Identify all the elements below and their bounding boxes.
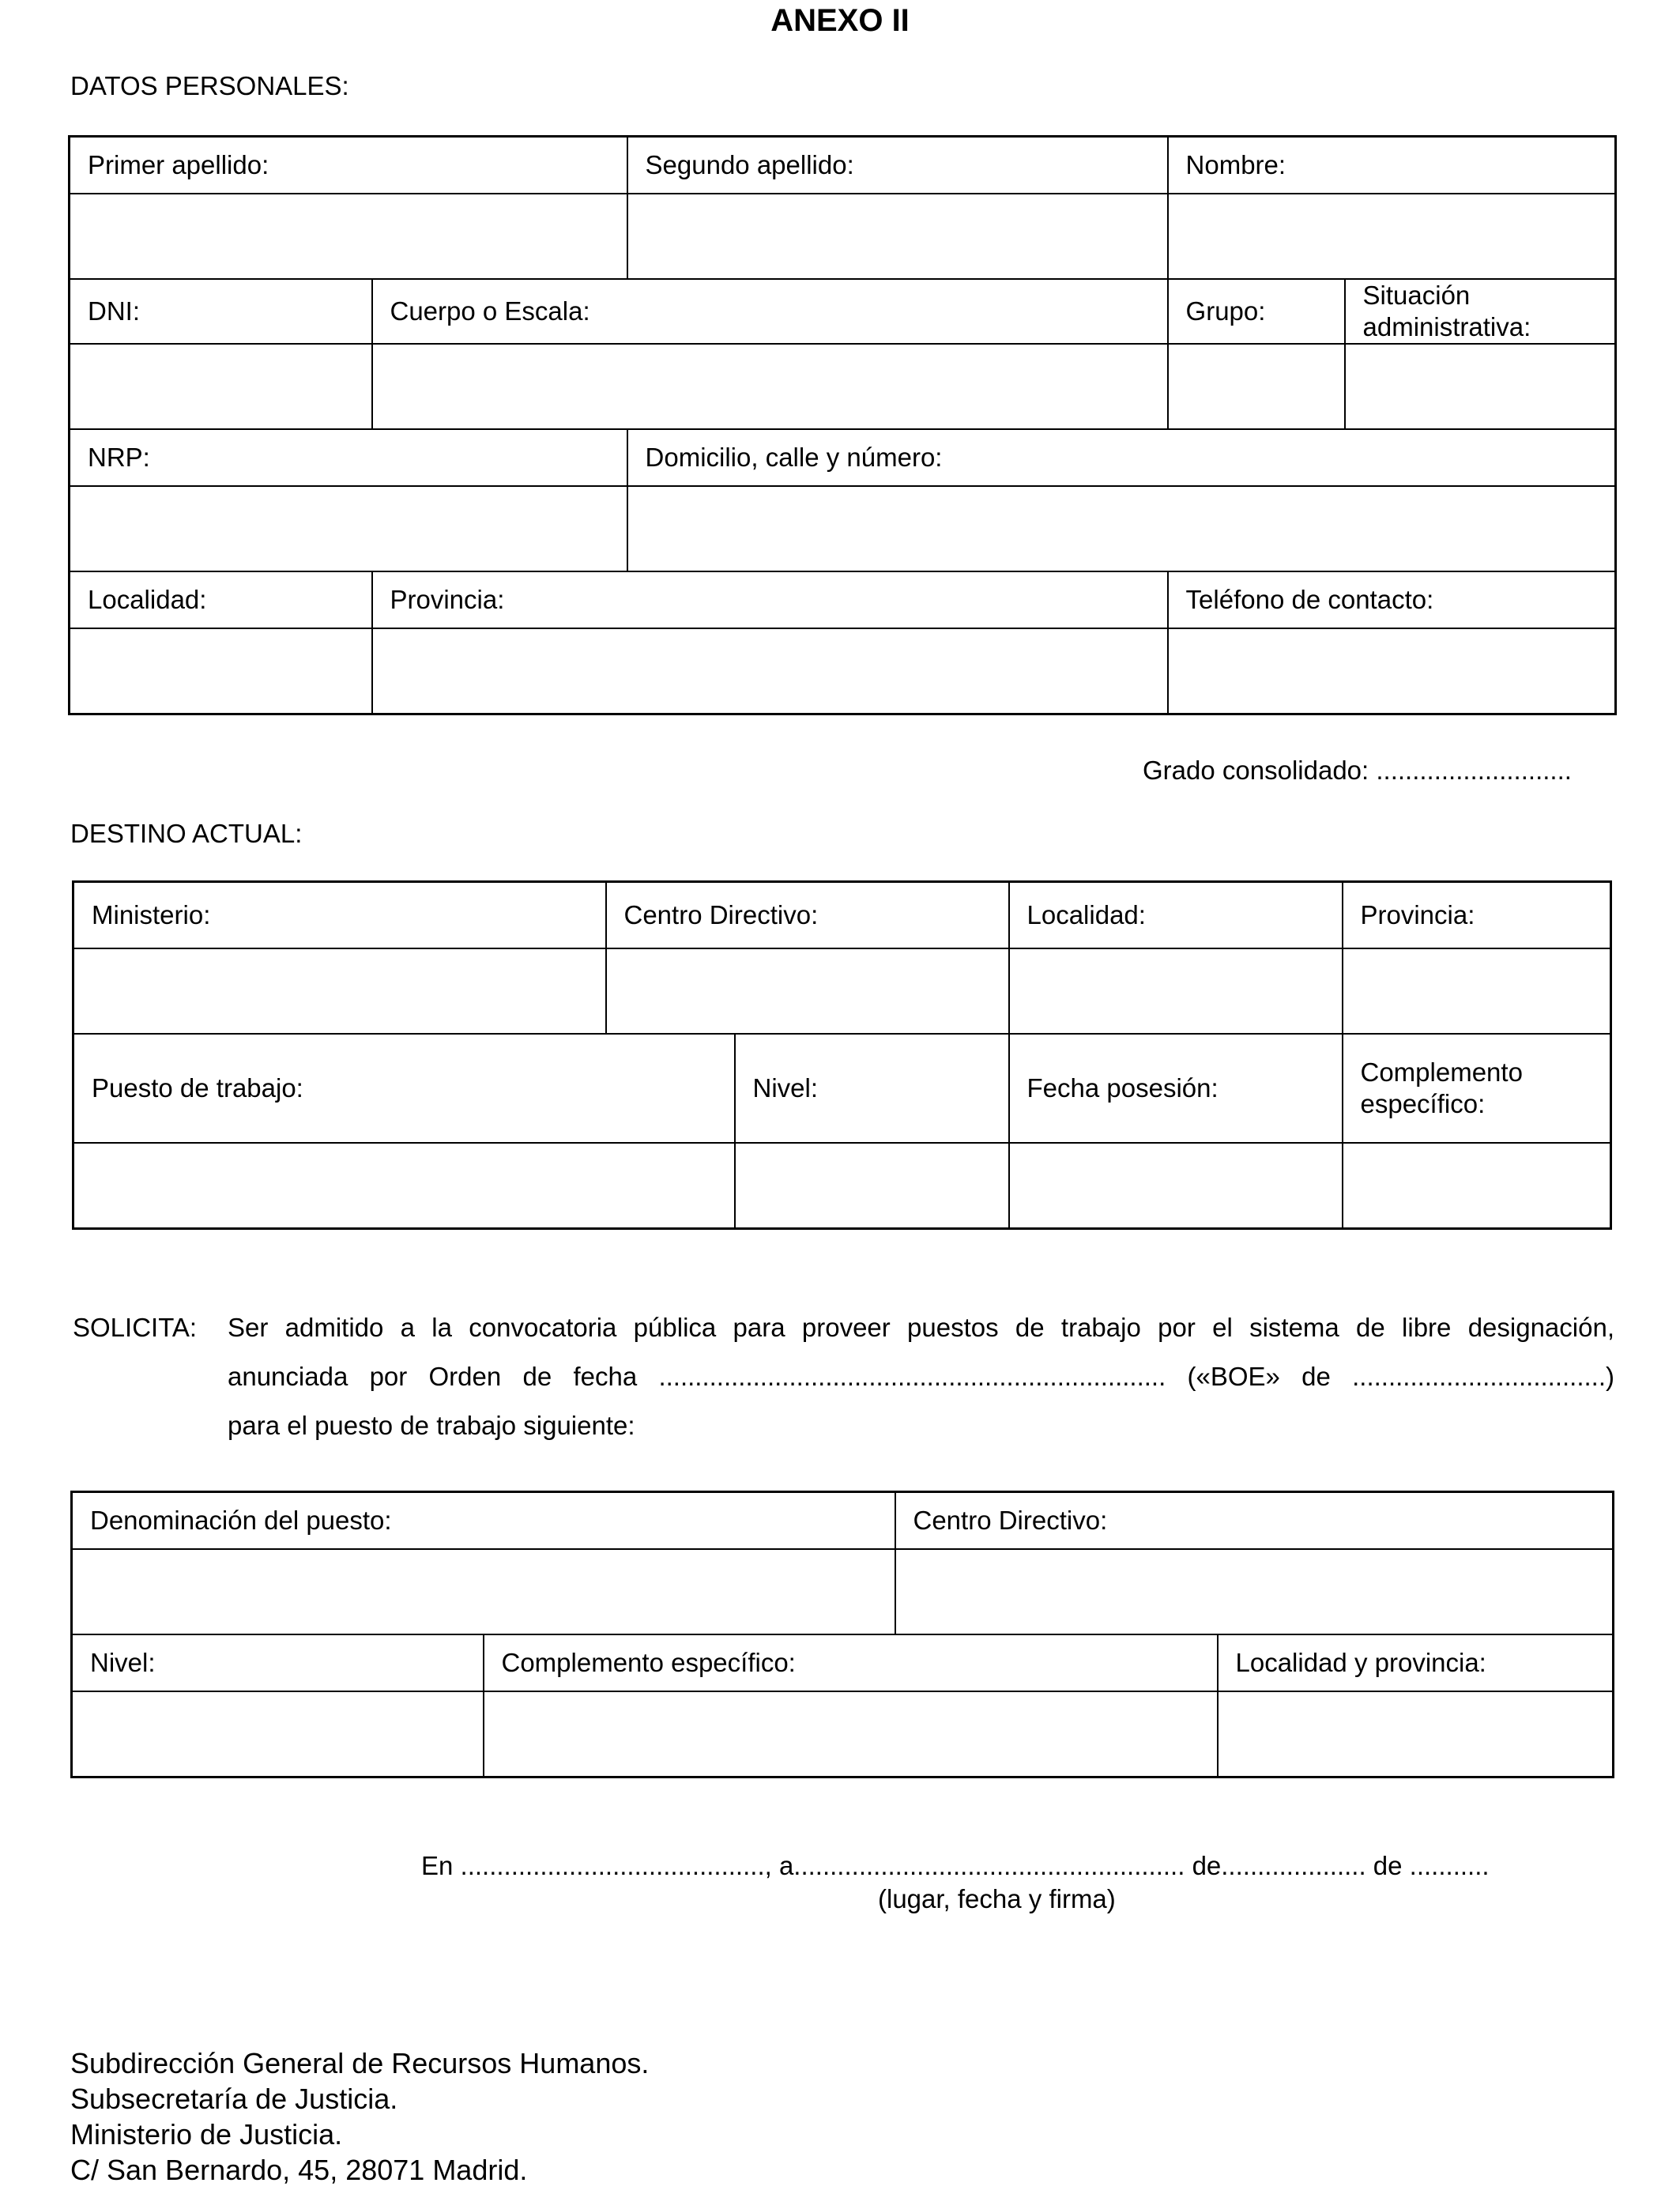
label-denominacion-puesto: Denominación del puesto: <box>72 1492 895 1550</box>
grado-consolidado: Grado consolidado: ........................... <box>1143 756 1572 785</box>
label-nivel-destino: Nivel: <box>735 1034 1009 1143</box>
field-localidad[interactable] <box>70 628 372 714</box>
label-provincia: Provincia: <box>372 571 1168 628</box>
footer-line-1: Subdirección General de Recursos Humanos. <box>70 2047 650 2079</box>
section-heading-destino-actual: DESTINO ACTUAL: <box>70 819 303 848</box>
label-fecha-posesion: Fecha posesión: <box>1009 1034 1343 1143</box>
label-domicilio: Domicilio, calle y número: <box>627 429 1616 486</box>
field-primer-apellido[interactable] <box>70 194 627 279</box>
field-puesto-trabajo[interactable] <box>73 1143 735 1229</box>
field-nivel-puesto[interactable] <box>72 1691 484 1777</box>
field-ministerio[interactable] <box>73 948 606 1034</box>
footer-line-4: C/ San Bernardo, 45, 28071 Madrid. <box>70 2154 528 2186</box>
label-centro-directivo-puesto: Centro Directivo: <box>895 1492 1614 1550</box>
label-localidad-destino: Localidad: <box>1009 882 1343 949</box>
label-centro-directivo: Centro Directivo: <box>606 882 1009 949</box>
label-localidad-provincia-puesto: Localidad y provincia: <box>1218 1634 1614 1691</box>
field-localidad-provincia-puesto[interactable] <box>1218 1691 1614 1777</box>
field-nivel-destino[interactable] <box>735 1143 1009 1229</box>
label-puesto-trabajo: Puesto de trabajo: <box>73 1034 735 1143</box>
field-nrp[interactable] <box>70 486 627 571</box>
label-nivel-puesto: Nivel: <box>72 1634 484 1691</box>
label-telefono-contacto: Teléfono de contacto: <box>1168 571 1616 628</box>
field-provincia-destino[interactable] <box>1343 948 1611 1034</box>
label-dni: DNI: <box>70 279 372 344</box>
label-nrp: NRP: <box>70 429 627 486</box>
field-fecha-posesion[interactable] <box>1009 1143 1343 1229</box>
field-nombre[interactable] <box>1168 194 1616 279</box>
solicita-line-2: anunciada por Orden de fecha ...................................................................... («BOE» de ...................................) <box>228 1362 1614 1391</box>
datos-personales-table <box>68 135 1617 715</box>
section-heading-datos-personales: DATOS PERSONALES: <box>70 71 349 100</box>
field-domicilio[interactable] <box>627 486 1616 571</box>
label-complemento-especifico-puesto: Complemento específico: <box>484 1634 1218 1691</box>
field-denominacion-puesto[interactable] <box>72 1549 895 1634</box>
label-ministerio: Ministerio: <box>73 882 606 949</box>
solicita-line-1: Ser admitido a la convocatoria pública para proveer puestos de trabajo por el sistema de libre designación, <box>228 1313 1614 1342</box>
label-grupo: Grupo: <box>1168 279 1345 344</box>
field-dni[interactable] <box>70 344 372 429</box>
label-cuerpo-escala: Cuerpo o Escala: <box>372 279 1168 344</box>
label-situacion-administrativa: Situación administrativa: <box>1345 279 1616 344</box>
label-nombre: Nombre: <box>1168 137 1616 194</box>
field-localidad-destino[interactable] <box>1009 948 1343 1034</box>
firma-caption: (lugar, fecha y firma) <box>878 1884 1116 1913</box>
field-segundo-apellido[interactable] <box>627 194 1168 279</box>
field-centro-directivo[interactable] <box>606 948 1009 1034</box>
label-primer-apellido: Primer apellido: <box>70 137 627 194</box>
footer-line-2: Subsecretaría de Justicia. <box>70 2083 398 2115</box>
solicita-line-3: para el puesto de trabajo siguiente: <box>228 1411 635 1440</box>
firma-line: En .........................................., a...................................................... de.................... de ........... <box>421 1851 1490 1880</box>
puesto-solicitado-table <box>70 1491 1614 1778</box>
page-title: ANEXO II <box>770 3 910 38</box>
solicita-label: SOLICITA: <box>73 1313 198 1342</box>
label-provincia-destino: Provincia: <box>1343 882 1611 949</box>
label-complemento-especifico-destino: Complemento específico: <box>1343 1034 1611 1143</box>
field-grupo[interactable] <box>1168 344 1345 429</box>
field-centro-directivo-puesto[interactable] <box>895 1549 1614 1634</box>
destino-actual-table <box>72 880 1612 1230</box>
field-telefono-contacto[interactable] <box>1168 628 1616 714</box>
field-complemento-especifico-puesto[interactable] <box>484 1691 1218 1777</box>
field-complemento-especifico-destino[interactable] <box>1343 1143 1611 1229</box>
field-provincia[interactable] <box>372 628 1168 714</box>
field-cuerpo-escala[interactable] <box>372 344 1168 429</box>
field-situacion-administrativa[interactable] <box>1345 344 1616 429</box>
footer-line-3: Ministerio de Justicia. <box>70 2118 343 2151</box>
label-localidad: Localidad: <box>70 571 372 628</box>
label-segundo-apellido: Segundo apellido: <box>627 137 1168 194</box>
footer-address <box>70 2045 649 2188</box>
